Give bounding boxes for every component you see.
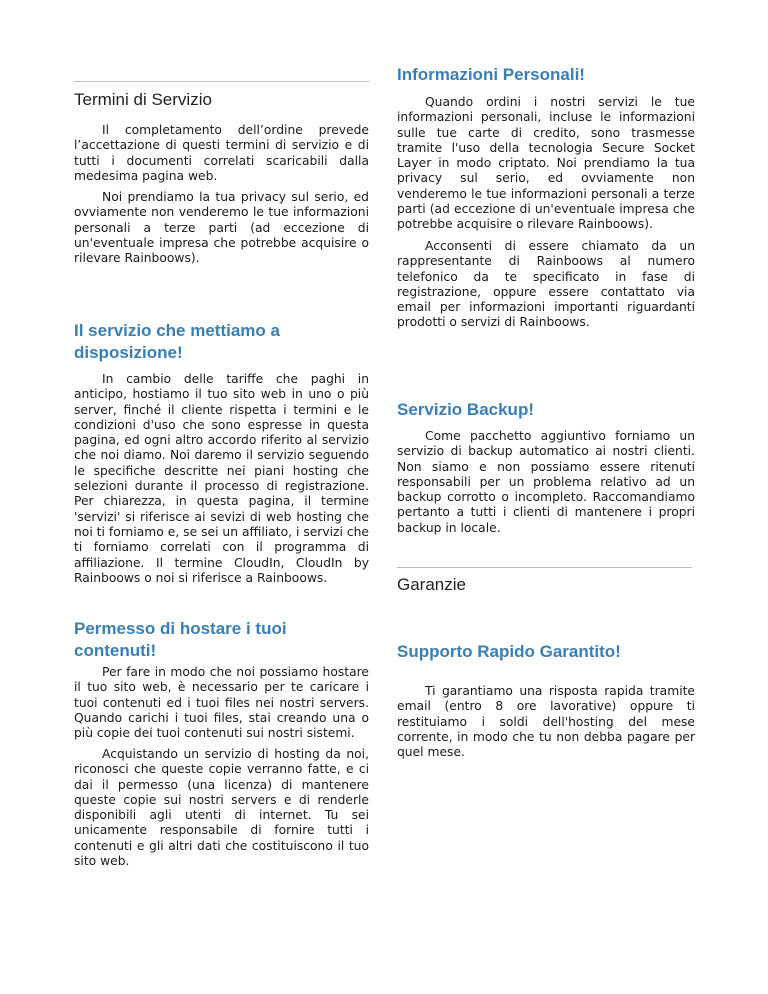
backup-title: Servizio Backup! [397, 400, 534, 419]
servizio-paragraph: In cambio delle tariffe che paghi in anticipo, hostiamo il tuo sito web in uno o più server, finché il cliente rispetta i termini e le condizioni d'uso che sono espresse in questa pagina, ed ogni altro accordo riferito al servizio che noi diamo. Noi daremo il servizio seguendo le specifiche descritte nei piani hosting che selezioni durante il processo di registrazione. Per chiarezza, in questa pagina, il termine 'servizi' si riferisce ai sevizi di web hosting che noi ti forniamo e, se sei un affiliato, i servizi che ti forniamo correlati con il programma di affiliazione. Il termine CloudIn, CloudIn by Rainboows o noi si riferisce a Rainboows. [74, 372, 369, 585]
backup-paragraph: Come pacchetto aggiuntivo forniamo un servizio di backup automatico ai nostri clienti. Non siamo e non possiamo essere ritenuti responsabili per un problema relativo ad un backup corrotto o incompleto. Raccomandiamo pertanto a tutti i clienti di mantenere i propri backup in locale. [397, 429, 695, 535]
permesso-title: Permesso di hostare i tuoi contenuti! [74, 619, 287, 660]
termini-paragraph-1: Il completamento dell’ordine prevede l’accettazione di questi termini di servizio e di tutti i documenti correlati scaricabili dalla medesima pagina web. [74, 123, 369, 183]
supporto-title: Supporto Rapido Garantito! [397, 642, 621, 661]
termini-paragraph-2: Noi prendiamo la tua privacy sul serio, ed ovviamente non venderemo le tue informazioni personali a terze parti (ad eccezione di un'eventuale impresa che potrebbe acquisire o rilevare Rainboows). [74, 190, 369, 266]
garanzie-title: Garanzie [397, 575, 466, 594]
section-divider [74, 81, 369, 82]
termini-title: Termini di Servizio [74, 90, 212, 109]
section-divider [397, 567, 692, 568]
info-title: Informazioni Personali! [397, 65, 585, 84]
permesso-paragraph-1: Per fare in modo che noi possiamo hostare il tuo sito web, è necessario per te caricare i tuoi contenuti ed i tuoi files nei nostri servers. Quando carichi i tuoi files, stai creando una o più copie dei tuoi contenuti sui nostri sistemi. [74, 665, 369, 741]
permesso-paragraph-2: Acquistando un servizio di hosting da noi, riconosci che queste copie verranno fatte, e ci dai il permesso (una licenza) di mantenere queste copie sui nostri servers e di renderle disponibili agli utenti di internet. Tu sei unicamente responsabile di fornire tutti i contenuti e gli altri dati che costituiscono il tuo sito web. [74, 747, 369, 869]
info-paragraph-1: Quando ordini i nostri servizi le tue informazioni personali, incluse le informazioni sulle tue carte di credito, sono trasmesse tramite l'uso della tecnologia Secure Socket Layer in modo criptato. Noi prendiamo la tua privacy sul serio, ed ovviamente non venderemo le tue informazioni personali a terze parti (ad eccezione di un'eventuale impresa che potrebbe acquisire o rilevare Rainboows). [397, 95, 695, 232]
info-paragraph-2: Acconsenti di essere chiamato da un rappresentante di Rainboows al numero telefonico da te specificato in fase di registrazione, oppure essere contattato via email per informazioni importanti riguardanti prodotti o servizi di Rainboows. [397, 239, 695, 330]
supporto-paragraph: Ti garantiamo una risposta rapida tramite email (entro 8 ore lavorative) oppure ti restituiamo i soldi dell'hosting del mese corrente, in modo che tu non debba pagare per quel mese. [397, 684, 695, 760]
servizio-title: Il servizio che mettiamo a disposizione! [74, 321, 280, 362]
